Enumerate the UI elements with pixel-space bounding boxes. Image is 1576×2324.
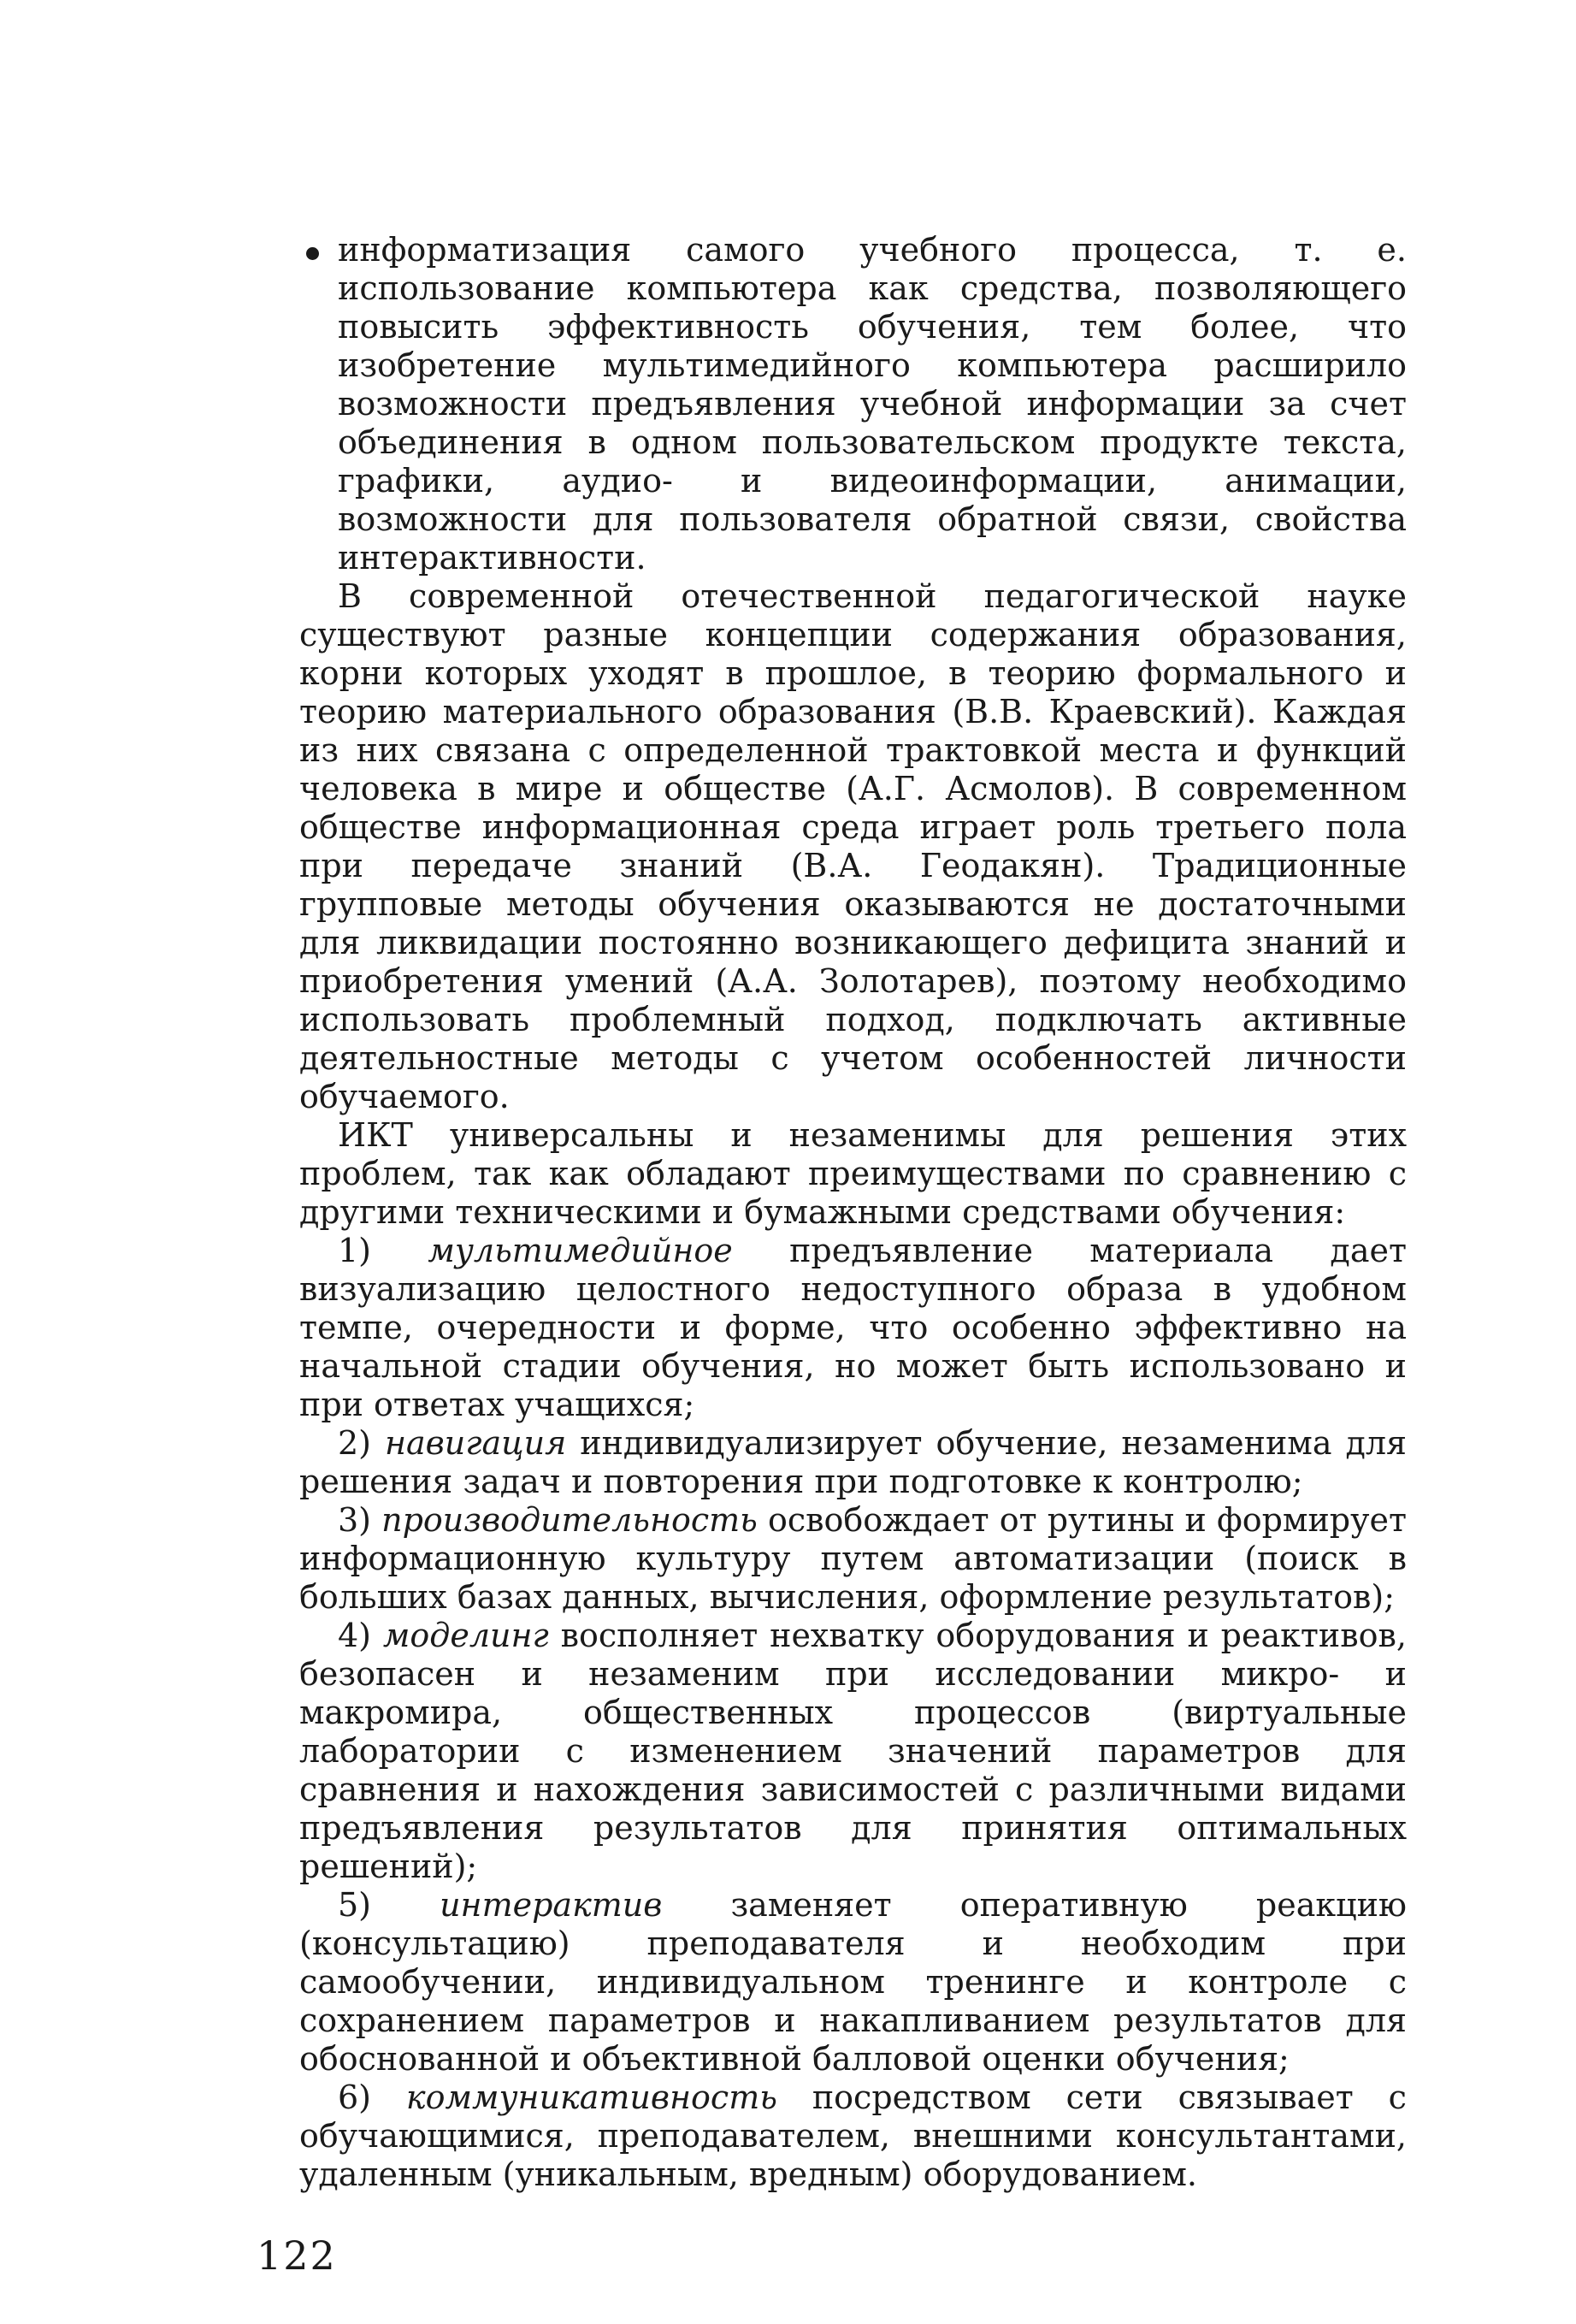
list-item-number: 5)	[338, 1886, 372, 1924]
list-item-term: моделинг	[382, 1617, 549, 1654]
bullet-item	[299, 231, 1407, 577]
paragraph-ict-advantages: ИКТ универсальны и незаменимы для решения этих проблем, так как обладают преимуществами по сравнению с другими техническими и бумажными средствами обучения:	[299, 1116, 1407, 1231]
list-item-productivity	[299, 1501, 1407, 1617]
list-item-text: посредством сети связывает с обучающимися, преподавателем, внешними консультантами, удаленным (уникальным, вредным) оборудованием.	[299, 2079, 1407, 2193]
list-item-communicativity	[299, 2079, 1407, 2194]
list-item-text: восполняет нехватку оборудования и реактивов, безопасен и незаменим при исследовании микро- и макромира, общественных процессов (виртуальные лаборатории с изменением значений параметров для сравнения и нахождения зависимостей с различными видами предъявления результатов для принятия оптимальных решений);	[299, 1617, 1407, 1885]
list-item-number: 4)	[338, 1617, 372, 1654]
list-item-term: мультимедийное	[428, 1232, 733, 1269]
body-text	[299, 231, 1407, 2194]
list-item-term: навигация	[385, 1424, 567, 1462]
list-item-term: производительность	[381, 1501, 758, 1539]
paragraph-concepts: В современной отечественной педагогической науке существуют разные концепции содержания образования, корни которых уходят в прошлое, в теорию формального и теорию материального образования (В.В. Краевский). Каждая из них связана с определенной трактовкой места и функций человека в мире и обществе (А.Г. Асмолов). В современном обществе информационная среда играет роль третьего пола при передаче знаний (В.А. Геодакян). Традиционные групповые методы обучения оказываются не достаточными для ликвидации постоянно возникающего дефицита знаний и приобретения умений (А.А. Золотарев), поэтому необходимо использовать проблемный подход, подключать активные деятельностные методы с учетом особенностей личности обучаемого.	[299, 577, 1407, 1115]
list-item-text: индивидуализирует обучение, незаменима для решения задач и повторения при подготовке к контролю;	[299, 1424, 1407, 1500]
page-number: 122	[257, 2232, 337, 2279]
bullet-dot-icon	[306, 247, 319, 260]
list-item-term: коммуникативность	[405, 2079, 777, 2116]
list-item-multimedia	[299, 1232, 1407, 1424]
list-item-number: 6)	[338, 2079, 372, 2116]
list-item-number: 2)	[338, 1424, 372, 1462]
list-item-interactive	[299, 1886, 1407, 2079]
list-item-navigation	[299, 1424, 1407, 1501]
list-item-number: 3)	[338, 1501, 372, 1539]
list-item-text: заменяет оперативную реакцию (консультацию) преподавателя и необходим при самообучении, индивидуальном тренинге и контроле с сохранением параметров и накапливанием результатов для обоснованной и объективной балловой оценки обучения;	[299, 1886, 1407, 2078]
list-item-number: 1)	[338, 1232, 372, 1269]
bullet-text: информатизация самого учебного процесса, т. е. использование компьютера как средства, позволяющего повысить эффективность обучения, тем более, что изобретение мультимедийного компьютера расширило возможности предъявления учебной информации за счет объединения в одном пользовательском продукте текста, графики, аудио- и видеоинформации, анимации, возможности для пользователя обратной связи, свойства интерактивности.	[338, 231, 1407, 577]
list-item-modeling	[299, 1617, 1407, 1886]
list-item-text: предъявление материала дает визуализацию целостного недоступного образа в удобном темпе, очередности и форме, что особенно эффективно на начальной стадии обучения, но может быть использовано и при ответах учащихся;	[299, 1232, 1407, 1423]
list-item-text: освобождает от рутины и формирует информационную культуру путем автоматизации (поиск в больших базах данных, вычисления, оформление результатов);	[299, 1501, 1407, 1616]
list-item-term: интерактив	[440, 1886, 663, 1924]
